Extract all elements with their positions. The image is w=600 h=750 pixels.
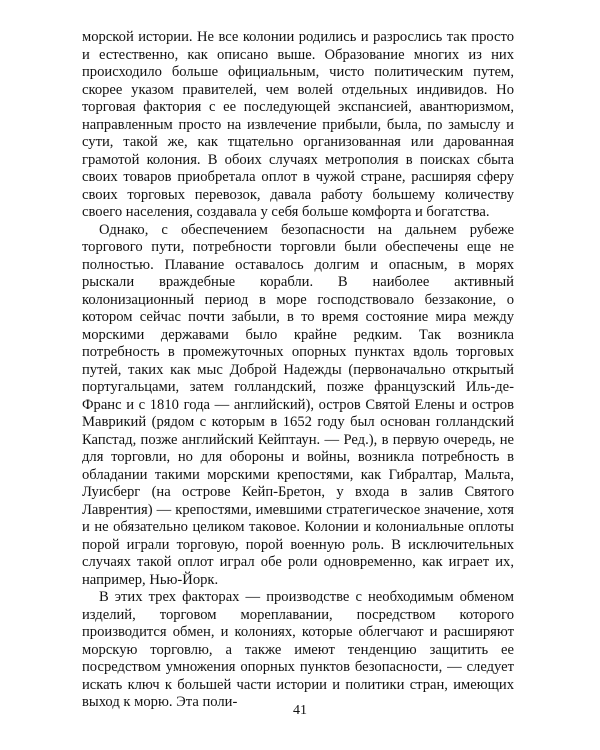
page-number: 41 xyxy=(293,703,307,718)
body-text xyxy=(82,29,514,712)
paragraph-2: Однако, с обеспечением безопасности на дальнем рубеже торгового пути, потребности торговли были обеспечены еще не полностью. Плавание оставалось долгим и опасным, в морях рыскали враждебные корабли. В наиболее активный колонизационный период в море господствовало беззаконие, о котором сейчас почти забыли, в то время состояние мира между морскими державами было крайне редким. Так возникла потребность в промежуточных опорных пунктах вдоль торговых путей, таких как мыс Доброй Надежды (первоначально открытый португальцами, затем голландский, позже французский Иль-де-Франс и с 1810 года — английский), остров Святой Елены и остров Маврикий (рядом с которым в 1652 году был основан голландский Капстад, позже английский Кейптаун. — Ред.), в первую очередь, не для торговли, но для обороны и войны, возникла потребность в обладании такими морскими крепостями, как Гибралтар, Мальта, Луисберг (на острове Кейп-Бретон, у входа в залив Святого Лаврентия) — крепостями, имевшими стратегическое значение, хотя и не обязательно целиком таковое. Колонии и колониальные оплоты порой играли торговую, порой военную роль. В исключительных случаях такой оплот играл обе роли одновременно, как играет их, например, Нью-Йорк. xyxy=(82,221,514,588)
paragraph-1: морской истории. Не все колонии родились и разрослись так просто и естественно, как описано выше. Образование многих из них происходило больше официальным, чисто политическим путем, скорее указом правителей, чем волей отдельных индивидов. Но торговая фактория с ее последующей экспансией, авантюризмом, направленным просто на извлечение прибыли, была, по замыслу и сути, такой же, как тщательно организованная или дарованная грамотой колония. В обоих случаях метрополия в поисках сбыта своих товаров приобретала оплот в чужой стране, расширяя сферу своих торговых перевозок, давала работу большему количеству своего населения, создавала у себя больше комфорта и богатства. xyxy=(82,29,514,220)
paragraph-3: В этих трех факторах — производстве с необходимым обменом изделий, торговом мореплавании, посредством которого производится обмен, и колониях, которые облегчают и расширяют морскую торговлю, а также имеют тенденцию защитить ее посредством умножения опорных пунктов безопасности, — следует искать ключ к большей части истории и политики стран, имеющих выход к морю. Эта поли- xyxy=(82,589,514,710)
